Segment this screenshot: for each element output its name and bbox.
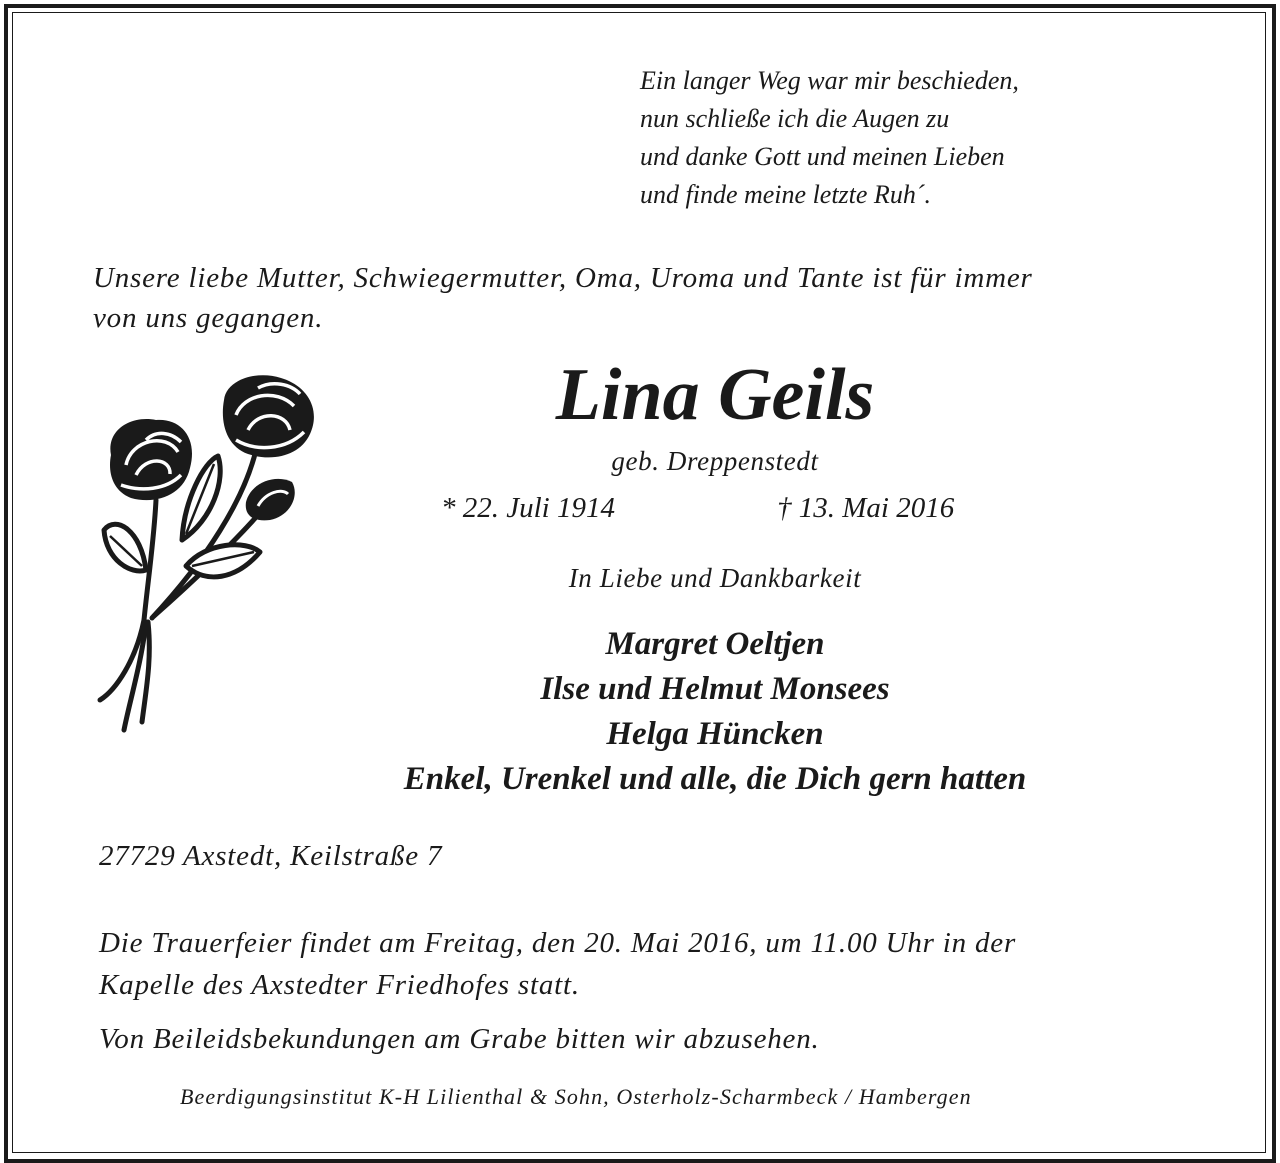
intro-text xyxy=(93,258,1193,338)
ceremony-line: Die Trauerfeier findet am Freitag, den 20. Mai 2016, um 11.00 Uhr in der xyxy=(99,927,1017,959)
birth-date: * 22. Juli 1914 xyxy=(441,492,615,524)
mourner: Ilse und Helmut Monsees xyxy=(540,671,890,707)
birth-name: geb. Dreppenstedt xyxy=(611,446,819,476)
intro-line: Unsere liebe Mutter, Schwiegermutter, Oma, Uroma und Tante ist für immer xyxy=(93,262,1033,294)
funeral-home-footer: Beerdigungsinstitut K-H Lilienthal & Sohn, Osterholz-Scharmbeck / Hambergen xyxy=(180,1084,972,1109)
dedication: In Liebe und Dankbarkeit xyxy=(568,563,862,593)
mourner: Helga Hüncken xyxy=(606,716,824,752)
mourners-list xyxy=(330,622,1100,802)
roses-bouquet-icon xyxy=(86,370,326,740)
poem-line: und finde meine letzte Ruh´. xyxy=(640,180,931,209)
mourner: Margret Oeltjen xyxy=(605,626,825,662)
ceremony-info xyxy=(99,922,1016,1006)
deceased-name: Lina Geils xyxy=(555,354,875,436)
death-date: † 13. Mai 2016 xyxy=(777,492,955,524)
address: 27729 Axstedt, Keilstraße 7 xyxy=(99,840,443,872)
ceremony-line: Kapelle des Axstedter Friedhofes statt. xyxy=(99,969,580,1001)
poem-line: nun schließe ich die Augen zu xyxy=(640,104,950,133)
poem xyxy=(640,62,1019,214)
intro-line: von uns gegangen. xyxy=(93,302,324,334)
poem-line: Ein langer Weg war mir beschieden, xyxy=(640,66,1019,95)
condolence-note: Von Beileidsbekundungen am Grabe bitten wir abzusehen. xyxy=(99,1023,820,1055)
mourner: Enkel, Urenkel und alle, die Dich gern hatten xyxy=(403,761,1027,797)
poem-line: und danke Gott und meinen Lieben xyxy=(640,142,1005,171)
